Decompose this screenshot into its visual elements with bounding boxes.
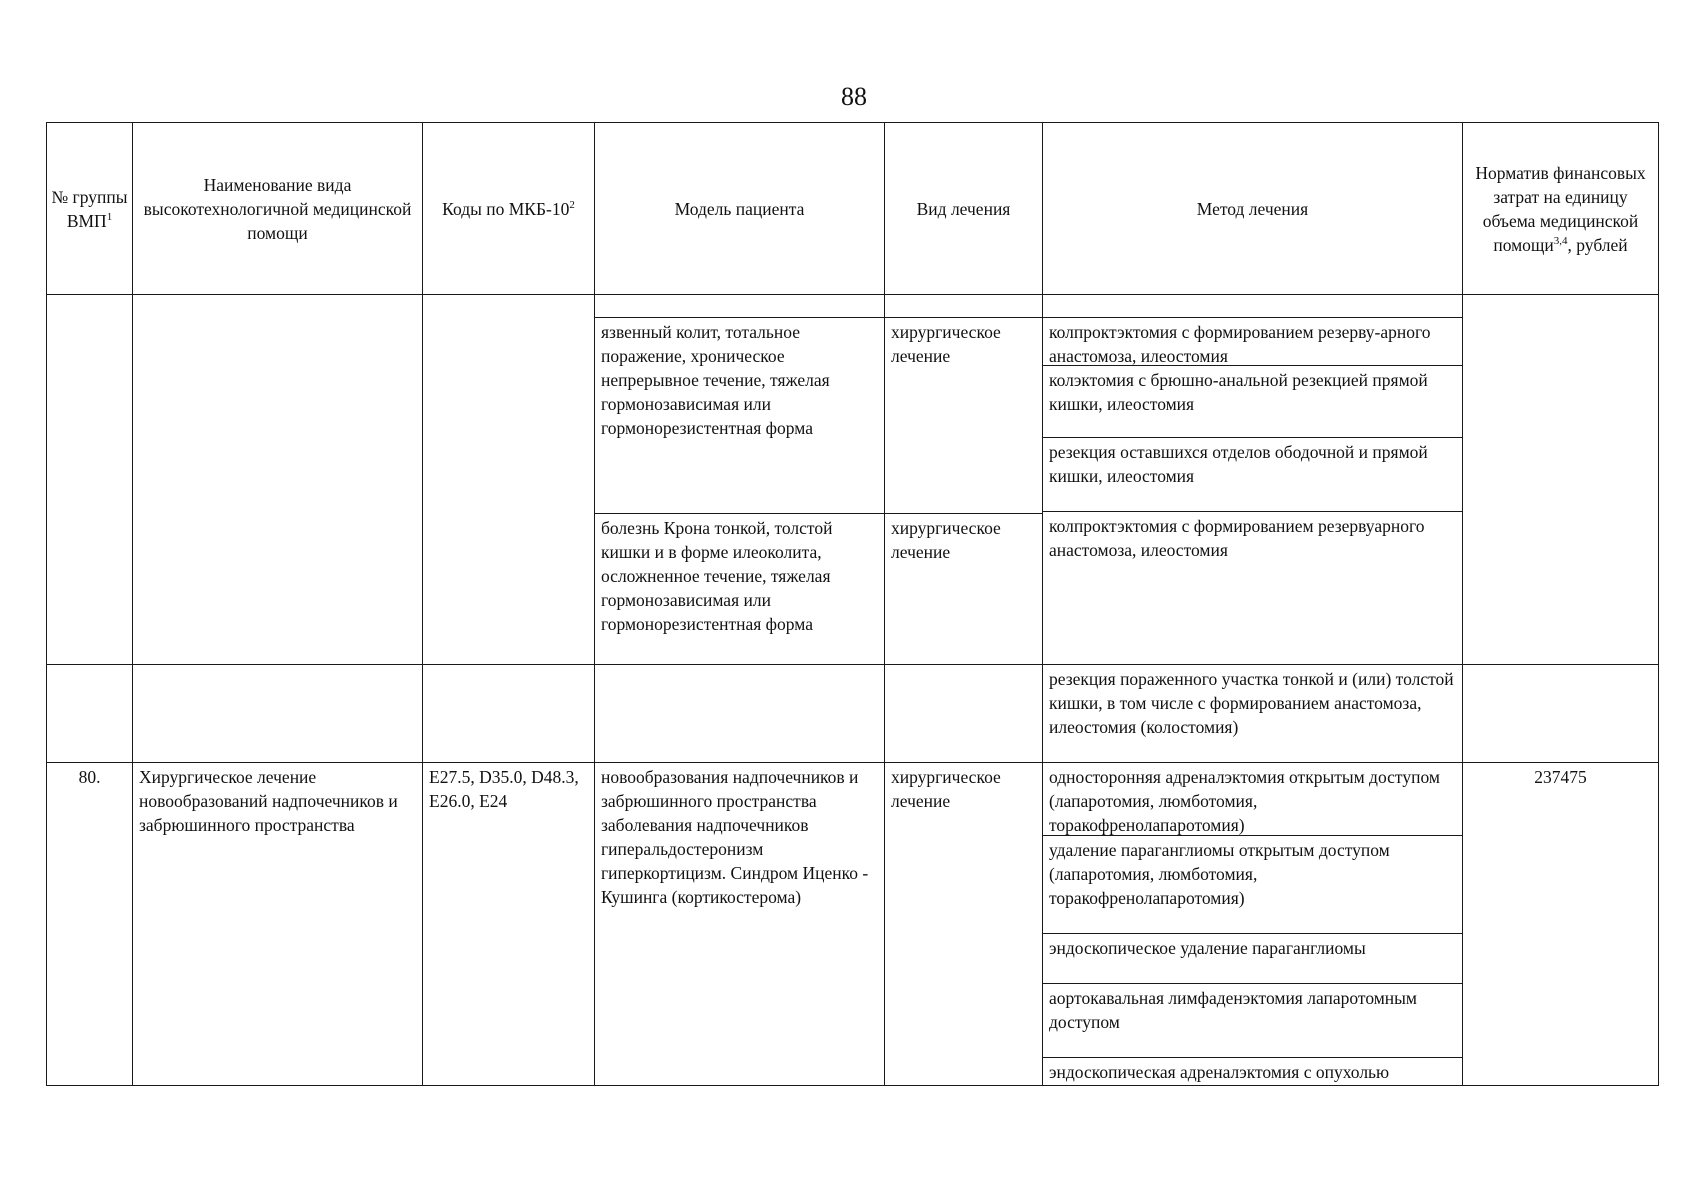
header-group-number: № группы ВМП$^1$ <box>47 123 133 295</box>
model-cell <box>595 295 885 665</box>
name-cell <box>133 762 423 1085</box>
method-item: эндоскопическая адреналэктомия с опухолью <box>1043 1057 1462 1083</box>
codes-cell <box>423 295 595 665</box>
icd-codes-text: E27.5, D35.0, D48.3, E26.0, E24 <box>429 766 579 811</box>
header-icd-codes: Коды по МКБ-$10^2$ <box>423 123 595 295</box>
method-item: эндоскопическое удаление параганглиомы <box>1043 933 1462 983</box>
header-patient-model: Модель пациента <box>595 123 885 295</box>
model-cell <box>595 665 885 762</box>
table-row <box>47 762 1659 1085</box>
name-cell <box>133 665 423 762</box>
method-cell <box>1043 665 1463 762</box>
group-cell <box>47 665 133 762</box>
cost-cell <box>1463 295 1659 665</box>
treatment-type-text: хирургическое лечение <box>885 317 1042 513</box>
cost-cell <box>1463 665 1659 762</box>
method-item: резекция пораженного участка тонкой и (или) толстой кишки, в том числе с формированием анастомоза, илеостомия (колостомия) <box>1049 669 1454 738</box>
group-number: 80. <box>78 766 101 787</box>
header-care-name: Наименование вида высокотехнологичной медицинской помощи <box>133 123 423 295</box>
header-treatment-method: Метод лечения <box>1043 123 1463 295</box>
group-cell <box>47 762 133 1085</box>
patient-model-text: язвенный колит, тотальное поражение, хроническое непрерывное течение, тяжелая гормонозависимая или гормонорезистентная форма <box>595 317 884 513</box>
method-item: резекция оставшихся отделов ободочной и прямой кишки, илеостомия <box>1043 437 1462 511</box>
method-item: удаление параганглиомы открытым доступом (лапаротомия, люмботомия, торакофренолапаротомия) <box>1043 835 1462 933</box>
table-header-row <box>47 123 1659 295</box>
table-row <box>47 295 1659 665</box>
method-item: аортокавальная лимфаденэктомия лапаротомным доступом <box>1043 983 1462 1057</box>
method-item: колпроктэктомия с формированием резерву-арного анастомоза, илеостомия <box>1043 317 1462 365</box>
method-item: односторонняя адреналэктомия открытым доступом (лапаротомия, люмботомия, торакофренолапаротомия) <box>1049 766 1440 835</box>
codes-cell <box>423 665 595 762</box>
name-cell <box>133 295 423 665</box>
patient-model-text: новообразования надпочечников и забрюшинного пространства заболевания надпочечников гиперальдостеронизм гиперкортицизм. Синдром Иценко - Кушинга (кортикостерома) <box>601 766 869 907</box>
method-item: колпроктэктомия с формированием резервуарного анастомоза, илеостомия <box>1043 511 1462 660</box>
method-cell <box>1043 762 1463 1085</box>
group-cell <box>47 295 133 665</box>
treatment-cell <box>885 762 1043 1085</box>
method-cell <box>1043 295 1463 665</box>
model-cell <box>595 762 885 1085</box>
vmp-table <box>46 122 1659 1086</box>
cost-value: 237475 <box>1534 766 1587 787</box>
table-row <box>47 665 1659 762</box>
codes-cell <box>423 762 595 1085</box>
treatment-cell <box>885 665 1043 762</box>
page-number: 88 <box>841 82 867 111</box>
patient-model-text: болезнь Крона тонкой, толстой кишки и в форме илеоколита, осложненное течение, тяжелая гормонозависимая или гормонорезистентная форма <box>595 513 884 662</box>
header-treatment-type: Вид лечения <box>885 123 1043 295</box>
care-name-text: Хирургическое лечение новообразований надпочечников и забрюшинного пространства <box>139 766 398 835</box>
treatment-type-text: хирургическое лечение <box>885 513 1042 662</box>
treatment-cell <box>885 295 1043 665</box>
cost-cell <box>1463 762 1659 1085</box>
header-cost-norm: Норматив финансовых затрат на единицу объема медицинской помощи$^{3,4}$, рублей <box>1463 123 1659 295</box>
treatment-type-text: хирургическое лечение <box>891 766 1001 811</box>
method-item: колэктомия с брюшно-анальной резекцией прямой кишки, илеостомия <box>1043 365 1462 437</box>
